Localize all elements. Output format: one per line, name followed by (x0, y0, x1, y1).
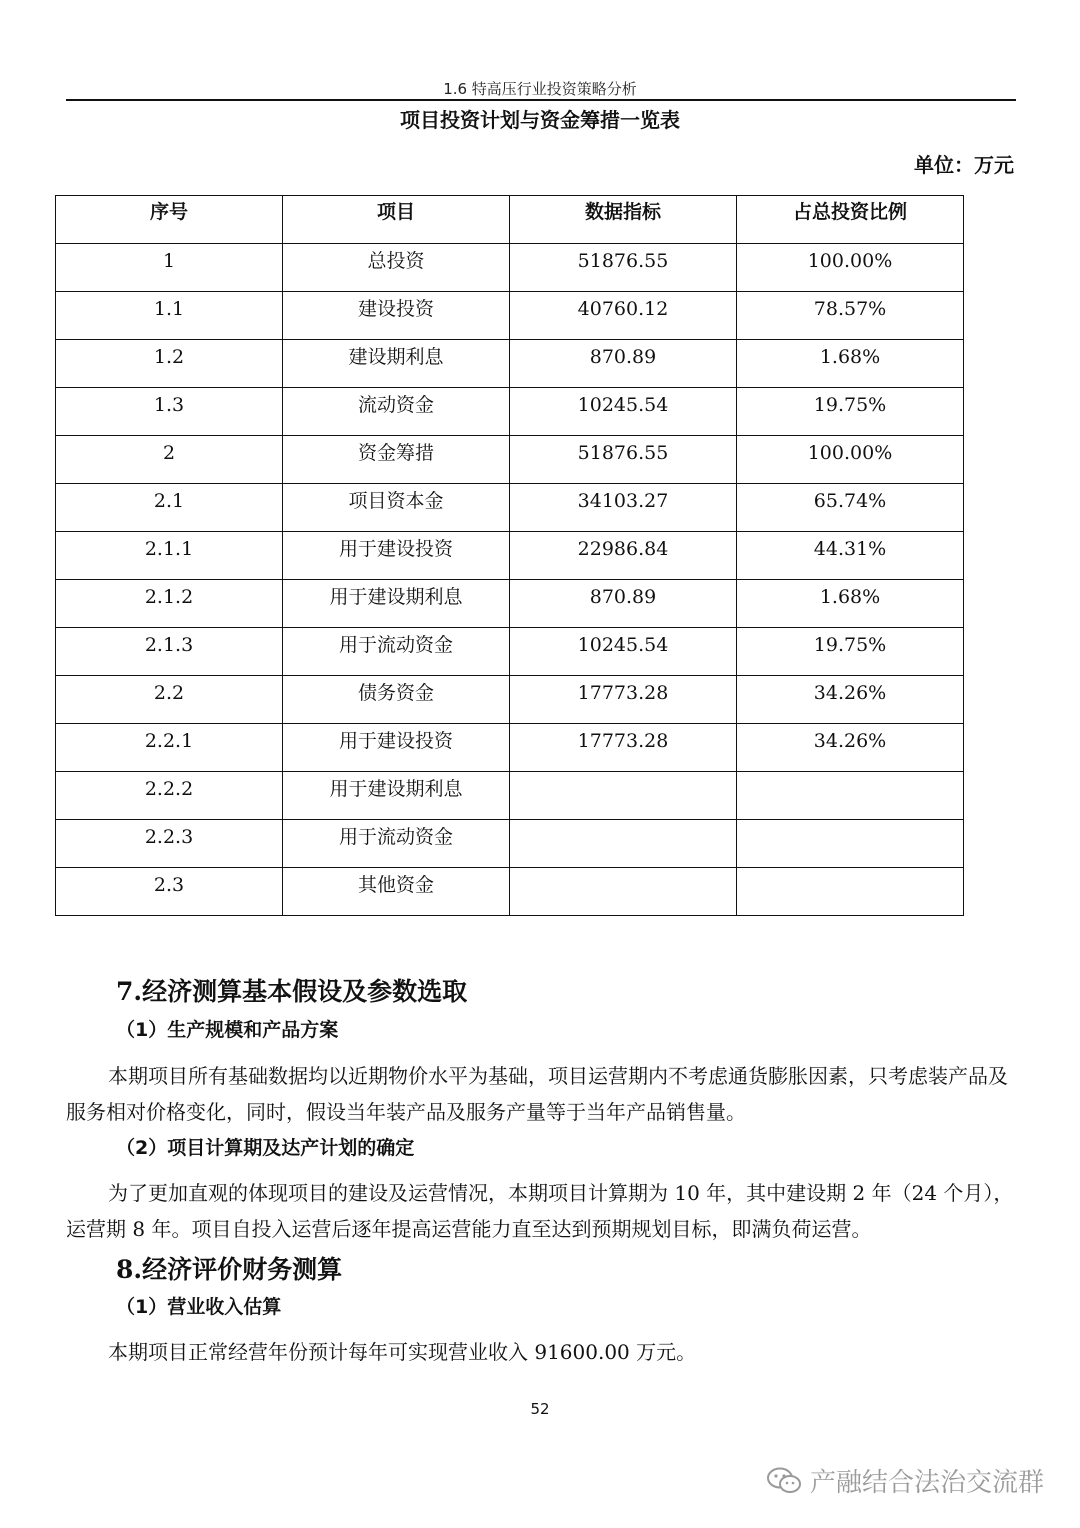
wechat-icon (766, 1466, 802, 1496)
table-row (56, 532, 964, 580)
table-row (56, 244, 964, 292)
header-rule (66, 99, 1016, 101)
row-ratio-cell: 34.26% (737, 724, 964, 772)
row-index-cell: 2.1.3 (56, 628, 283, 676)
row-ratio-cell: 100.00% (737, 436, 964, 484)
table-row (56, 628, 964, 676)
row-item-cell: 用于建设期利息 (283, 772, 510, 820)
row-value-cell: 870.89 (510, 340, 737, 388)
investment-table (55, 195, 964, 916)
table-row (56, 436, 964, 484)
row-value-cell: 10245.54 (510, 388, 737, 436)
table-row (56, 676, 964, 724)
section7-title: 7.经济测算基本假设及参数选取 (116, 977, 468, 1006)
row-ratio-cell: 65.74% (737, 484, 964, 532)
row-ratio-cell (737, 820, 964, 868)
row-index-cell: 1.3 (56, 388, 283, 436)
row-item-cell: 流动资金 (283, 388, 510, 436)
row-index-cell: 2.2.3 (56, 820, 283, 868)
page-number: 52 (530, 1400, 550, 1418)
row-ratio-cell: 19.75% (737, 628, 964, 676)
row-item-cell: 资金筹措 (283, 436, 510, 484)
row-index-cell: 1.1 (56, 292, 283, 340)
row-value-cell (510, 820, 737, 868)
table-row (56, 580, 964, 628)
row-value-cell: 22986.84 (510, 532, 737, 580)
row-ratio-cell: 78.57% (737, 292, 964, 340)
row-ratio-cell (737, 868, 964, 916)
row-value-cell: 34103.27 (510, 484, 737, 532)
row-value-cell (510, 772, 737, 820)
row-index-cell: 2.1 (56, 484, 283, 532)
row-item-cell: 用于建设投资 (283, 724, 510, 772)
table-row (56, 868, 964, 916)
section8-title: 8.经济评价财务测算 (116, 1255, 343, 1284)
header-cell: 项目 (283, 196, 510, 244)
table-header-row (56, 196, 964, 244)
row-item-cell: 债务资金 (283, 676, 510, 724)
table-row (56, 724, 964, 772)
section7-para2: 为了更加直观的体现项目的建设及运营情况，本期项目计算期为 10 年，其中建设期 2 年（24 个月），运营期 8 年。项目自投入运营后逐年提高运营能力直至达到预期规划目标，即满负荷运营。 (66, 1181, 1014, 1241)
row-index-cell: 1.2 (56, 340, 283, 388)
table-row (56, 292, 964, 340)
row-item-cell: 项目资本金 (283, 484, 510, 532)
row-index-cell: 2.1.2 (56, 580, 283, 628)
row-index-cell: 2 (56, 436, 283, 484)
section7-para1: 本期项目所有基础数据均以近期物价水平为基础，项目运营期内不考虑通货膨胀因素，只考虑装产品及服务相对价格变化，同时，假设当年装产品及服务产量等于当年产品销售量。 (66, 1064, 1008, 1124)
row-ratio-cell: 19.75% (737, 388, 964, 436)
row-index-cell: 2.3 (56, 868, 283, 916)
row-index-cell: 2.1.1 (56, 532, 283, 580)
row-ratio-cell: 34.26% (737, 676, 964, 724)
table-row (56, 484, 964, 532)
section7-sub1: （1）生产规模和产品方案 (116, 1019, 339, 1041)
row-item-cell: 其他资金 (283, 868, 510, 916)
table-row (56, 388, 964, 436)
section8-sub1: （1）营业收入估算 (116, 1296, 282, 1318)
row-item-cell: 用于流动资金 (283, 820, 510, 868)
header-cell: 数据指标 (510, 196, 737, 244)
row-item-cell: 建设期利息 (283, 340, 510, 388)
row-ratio-cell: 44.31% (737, 532, 964, 580)
row-item-cell: 用于建设期利息 (283, 580, 510, 628)
section8-para1: 本期项目正常经营年份预计每年可实现营业收入 91600.00 万元。 (108, 1340, 697, 1364)
table-title: 项目投资计划与资金筹措一览表 (400, 108, 680, 132)
row-value-cell: 870.89 (510, 580, 737, 628)
table-row (56, 820, 964, 868)
row-ratio-cell (737, 772, 964, 820)
row-value-cell: 40760.12 (510, 292, 737, 340)
table-row (56, 772, 964, 820)
row-ratio-cell: 1.68% (737, 340, 964, 388)
watermark (766, 1462, 1044, 1499)
row-value-cell: 51876.55 (510, 436, 737, 484)
row-value-cell: 51876.55 (510, 244, 737, 292)
row-value-cell: 10245.54 (510, 628, 737, 676)
row-item-cell: 建设投资 (283, 292, 510, 340)
row-index-cell: 2.2.1 (56, 724, 283, 772)
header-cell: 占总投资比例 (737, 196, 964, 244)
section7-sub2: （2）项目计算期及达产计划的确定 (116, 1137, 415, 1159)
row-item-cell: 用于建设投资 (283, 532, 510, 580)
row-ratio-cell: 1.68% (737, 580, 964, 628)
row-ratio-cell: 100.00% (737, 244, 964, 292)
row-item-cell: 总投资 (283, 244, 510, 292)
header-cell: 序号 (56, 196, 283, 244)
row-index-cell: 2.2.2 (56, 772, 283, 820)
watermark-text: 产融结合法治交流群 (809, 1468, 1044, 1498)
row-value-cell (510, 868, 737, 916)
unit-label: 单位：万元 (914, 153, 1014, 177)
row-index-cell: 1 (56, 244, 283, 292)
row-item-cell: 用于流动资金 (283, 628, 510, 676)
row-value-cell: 17773.28 (510, 676, 737, 724)
row-value-cell: 17773.28 (510, 724, 737, 772)
table-row (56, 340, 964, 388)
running-header: 1.6 特高压行业投资策略分析 (443, 80, 637, 98)
row-index-cell: 2.2 (56, 676, 283, 724)
